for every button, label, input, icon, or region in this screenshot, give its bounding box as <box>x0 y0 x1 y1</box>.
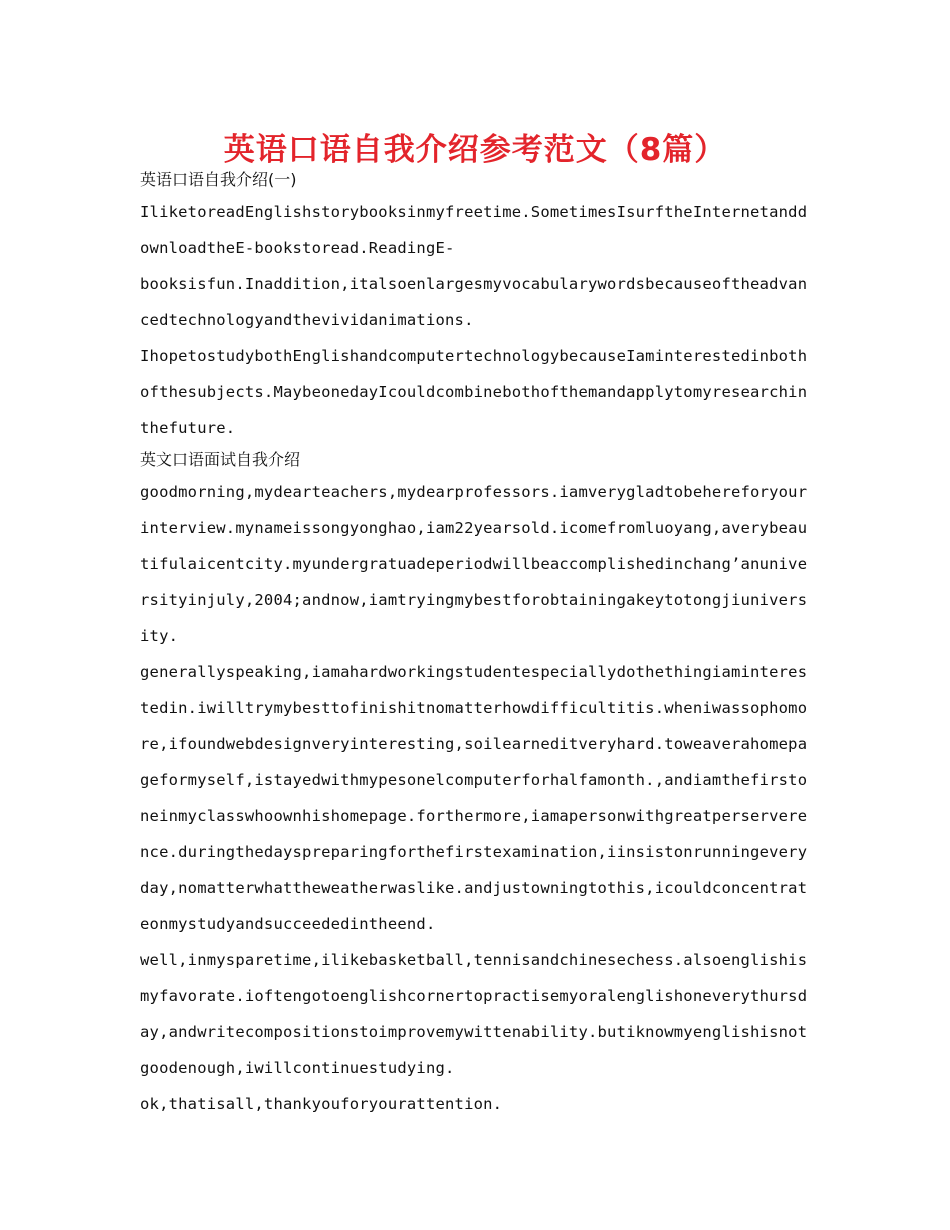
paragraph: ok,thatisall,thankyouforyourattention. <box>140 1095 503 1113</box>
paragraph: IhopetostudybothEnglishandcomputertechnologybecauseIaminterestedinbothofthesubjects.MaybeonedayIcouldcombinebothofthemandapplytomyresearchinthefuture. <box>140 347 808 437</box>
paragraph: IliketoreadEnglishstorybooksinmyfreetime.SometimesIsurftheInternetanddownloadtheE-bookstoread.ReadingE- <box>140 203 808 257</box>
paragraph: generallyspeaking,iamahardworkingstudentespeciallydothethingiaminterestedin.iwilltrymybesttofinishitnomatterhowdifficultitis.wheniwassophomore,ifoundwebdesignveryinteresting,soilearneditveryhard.toweaverahomepageformyself,istayedwithmypesonelcomputerforhalfamonth.,andiamthefirstoneinmyclasswhoownhishomepage.forthermore,iamapersonwithgreatperserverence.duringthedayspreparingforthefirstexamination,iinsistonrunningeveryday,nomatterwhattheweatherwaslike.andjustowningtothis,icouldconcentrateonmystudyandsucceededintheend. <box>140 663 808 933</box>
document-body <box>140 166 812 1122</box>
paragraph: well,inmysparetime,ilikebasketball,tennisandchinesechess.alsoenglishismyfavorate.ioftengotoenglishcornertopractisemyoralenglishoneverythursday,andwritecompositionstoimprovemywittenability.butiknowmyenglishisnotgoodenough,iwillcontinuestudying. <box>140 951 808 1077</box>
section-2 <box>140 446 812 1122</box>
section-heading: 英文口语面试自我介绍 <box>140 450 301 469</box>
paragraph: goodmorning,mydearteachers,mydearprofessors.iamverygladtobehereforyourinterview.mynameissongyonghao,iam22yearsold.icomefromluoyang,averybeautifulaicentcity.myundergratuadeperiodwillbeaccomplishedinchang’anuniversityinjuly,2004;andnow,iamtryingmybestforobtainingakeytotongjiuniversity. <box>140 483 808 645</box>
paragraph: booksisfun.Inaddition,italsoenlargesmyvocabularywordsbecauseoftheadvancedtechnologyandthevividanimations. <box>140 275 808 329</box>
section-1 <box>140 166 812 446</box>
section-heading: 英语口语自我介绍(一) <box>140 170 297 189</box>
document-title: 英语口语自我介绍参考范文（8篇） <box>223 132 727 168</box>
